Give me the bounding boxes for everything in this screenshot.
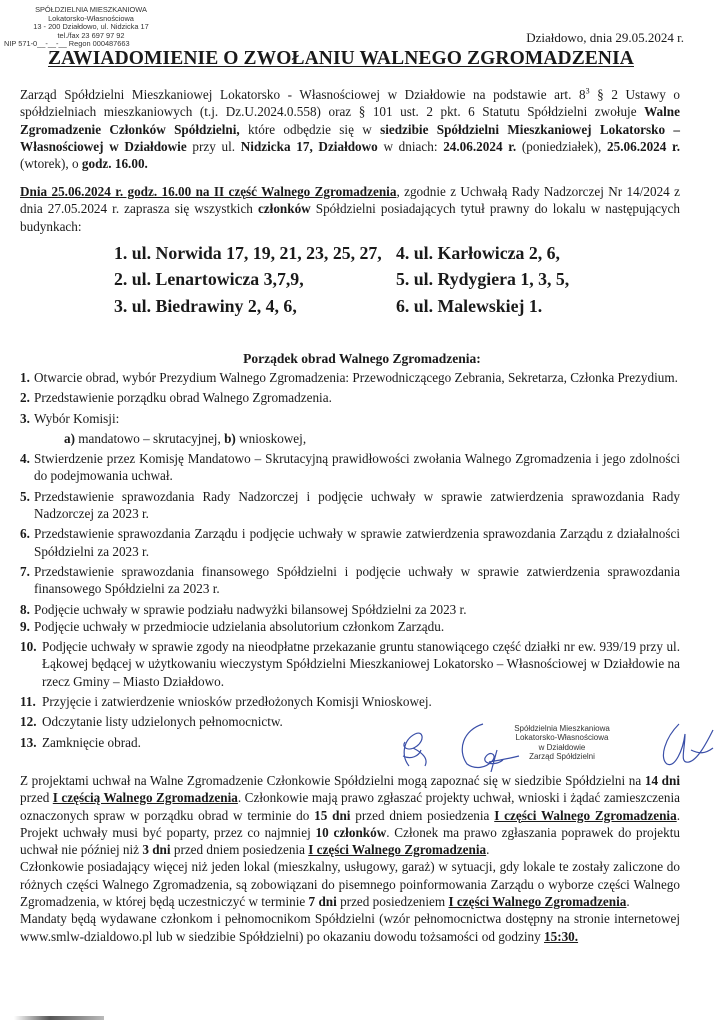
stamp-line: tel./fax 23 697 97 92 (57, 30, 125, 40)
item-text: Otwarcie obrad, wybór Prezydium Walnego Zgromadzenia: Przewodniczącego Zebrania, Sekretarza, Członka Prezydium. (34, 370, 678, 385)
item-text: Przedstawienie sprawozdania finansowego Spółdzielni i podjęcie uchwały w sprawie zatwierdzenia sprawozdania finansowego Spółdzielni za 2023 r. (34, 563, 680, 597)
subitem-label: b) (224, 430, 236, 446)
scan-artifact (14, 1016, 104, 1020)
text: przed posiedzeniem (336, 894, 449, 910)
item-text: Przedstawienie porządku obrad Walnego Zgromadzenia. (34, 390, 332, 406)
item-number: 7. (20, 563, 30, 579)
subitem-text: wnioskowej, (235, 430, 307, 446)
building-item: 4. ul. Karłowicza 2, 6, (396, 243, 560, 263)
subitem-label: a) (64, 430, 75, 446)
agenda-item (20, 525, 680, 560)
building-item: 1. ul. Norwida 17, 19, 21, 23, 25, 27, (114, 243, 382, 263)
item-number: 4. (20, 451, 30, 467)
text: Członkowie posiadający więcej niż jeden lokal (mieszkalny, usługowy, garaż) w sytuacji, gdy lokale te zostały zaliczone do różnych części Walnego Zgromadzenia, są zobowiązani do pisemnego poinformowania Zarządu o wyborze części Walnego Zgromadzenia, w której będą uczestniczyć w terminie (20, 859, 680, 910)
item-text: Przedstawienie sprawozdania Rady Nadzorczej i podjęcie uchwały w sprawie zatwierdzenia sprawozdania Rady Nadzorczej za 2023 r. (34, 488, 680, 522)
text: przed dniem posiedzenia (350, 807, 495, 823)
agenda-item (20, 618, 680, 635)
agenda-item (20, 410, 680, 427)
stamp-line: Zarząd Spółdzielni (529, 751, 595, 761)
item-number: 12. (20, 714, 37, 730)
item-number: 3. (20, 410, 30, 426)
text: Zarząd Spółdzielni Mieszkaniowej Lokatorsko - Własnościowej w Działdowie na podstawie art. 8 (20, 87, 586, 102)
text: przed (20, 790, 53, 806)
bold-text: 25.06.2024 r. (607, 138, 680, 154)
bold-text: 15 dni (314, 807, 351, 823)
agenda-item (20, 488, 680, 523)
agenda-item (20, 369, 680, 386)
stamp-line: Lokatorsko-Własnościowa (48, 13, 134, 23)
text: § 2 Ustawy o spółdzielniach mieszkaniowych (t.j. Dz.U.2024.0.558) oraz § 101 ust. 2 pkt. 6 Statutu Spółdzielni zwołuje (20, 87, 680, 120)
agenda-subitems (20, 430, 680, 447)
item-number: 11. (20, 694, 36, 710)
board-stamp (507, 724, 617, 761)
building-item: 6. ul. Malewskiej 1. (396, 295, 543, 316)
stamp-line: Spółdzielnia Mieszkaniowa (514, 724, 610, 733)
text: . Członkowie mają prawo zgłaszać projekty uchwał, wnioski i żądać zamieszczenia oznaczonych spraw w porządku obrad w terminie do (20, 790, 680, 823)
item-number: 13. (20, 734, 37, 750)
document-title: ZAWIADOMIENIE O ZWOŁANIU WALNEGO ZGROMADZENIA (48, 48, 634, 69)
item-number: 9. (20, 618, 30, 634)
bold-text: godz. 16.00. (81, 156, 148, 172)
underlined-bold-text: 15:30. (544, 928, 579, 944)
bold-text: siedzibie Spółdzielni Mieszkaniowej Lokatorsko – Własnościowej w Działdowie (20, 121, 680, 154)
item-number: 2. (20, 390, 30, 406)
item-text: Podjęcie uchwały w przedmiocie udzielania absolutorium członkom Zarządu. (34, 618, 445, 634)
bold-text: 7 dni (308, 894, 337, 910)
text: przed dniem posiedzenia (170, 842, 309, 858)
stamp-line: SPÓŁDZIELNIA MIESZKANIOWA (35, 5, 147, 14)
signature-1-icon (395, 726, 435, 770)
agenda-item (20, 638, 680, 690)
signature-3-icon (649, 720, 719, 772)
stamp-line: Lokatorsko-Własnościowa (515, 733, 609, 743)
signatures-area (395, 720, 724, 772)
text: . (626, 894, 630, 910)
building-item: 5. ul. Rydygiera 1, 3, 5, (396, 269, 570, 290)
item-number: 1. (20, 370, 30, 385)
building-item: 3. ul. Biedrawiny 2, 4, 6, (114, 295, 297, 316)
bold-text: członków (257, 201, 311, 217)
agenda-item (20, 563, 680, 598)
item-text: Podjęcie uchwały w sprawie podziału nadwyżki bilansowej Spółdzielni za 2023 r. (34, 601, 467, 617)
bold-text: 3 dni (142, 842, 171, 858)
bold-text: 14 dni (644, 773, 680, 788)
agenda-item (20, 389, 680, 406)
text: w dniach: (377, 138, 444, 154)
item-text: Zamknięcie obrad. (42, 734, 141, 750)
text: , zgodnie z Uchwałą Rady Nadzorczej Nr 14/2024 z dnia 27.05.2024 r. zaprasza się wszystkich (20, 184, 680, 217)
underlined-bold-text: I części Walnego Zgromadzenia (494, 807, 677, 823)
cooperative-stamp (4, 5, 166, 49)
text: (poniedziałek), (516, 138, 608, 154)
item-number: 6. (20, 526, 30, 542)
intro-paragraph (20, 86, 680, 172)
agenda-list (20, 369, 680, 754)
stamp-line: NIP 571-0__-__-__ Regon 000487663 (4, 39, 130, 49)
closing-paragraph (20, 772, 680, 945)
item-number: 5. (20, 488, 30, 504)
superscript: 3 (585, 86, 590, 96)
agenda-item (20, 450, 680, 485)
bold-text: 24.06.2024 r. (443, 138, 517, 154)
item-text: Wybór Komisji: (34, 410, 120, 426)
item-text: Stwierdzenie przez Komisję Mandatowo – Skrutacyjną prawidłowości zwołania Walnego Zgromadzenia i jego zdolności do podejmowania uchwał. (34, 451, 680, 484)
bold-text: Walne Zgromadzenie Członków Spółdzielni, (20, 104, 680, 137)
stamp-line: w Działdowie (538, 742, 586, 752)
stamp-line: 13 - 200 Działdowo, ul. Nidzicka 17 (33, 22, 149, 32)
text: Spółdzielni posiadających tytuł prawny do lokalu w następujących budynkach: (20, 201, 680, 234)
text: przy ul. (186, 138, 241, 154)
text: . Członek ma prawo zgłaszania poprawek do projektu uchwał nie później niż (20, 824, 681, 858)
agenda-item (20, 693, 680, 710)
subitem-text: mandatowo – skrutacyjnej, (75, 430, 225, 446)
text: Z projektami uchwał na Walne Zgromadzenie Członkowie Spółdzielni mogą zapoznać się w siedzibie Spółdzielni na (20, 773, 645, 788)
agenda-item (20, 601, 680, 618)
underlined-bold-text: I częścią Walnego Zgromadzenia (52, 790, 238, 806)
text: które odbędzie się w (239, 121, 381, 137)
building-item: 2. ul. Lenartowicza 3,7,9, (114, 269, 304, 290)
item-text: Podjęcie uchwały w sprawie zgody na nieodpłatne przekazanie gruntu stanowiącego część działki nr ew. 939/19 przy ul. Łąkowej będącej w użytkowaniu wieczystym Spółdzielni Mieszkaniowej Lokatorsko – Własnościowej w Działdowie na rzecz Gminy – Miasto Działdowo. (42, 639, 680, 689)
second-part-paragraph (20, 183, 680, 235)
underlined-bold-text: I części Walnego Zgromadzenia (308, 842, 487, 858)
bold-text: Nidzicka 17, Działdowo (240, 138, 378, 154)
item-number: 8. (20, 601, 30, 617)
text: . (486, 842, 490, 858)
underlined-bold-text: Dnia 25.06.2024 r. godz. 16.00 na II część Walnego Zgromadzenia (20, 184, 397, 199)
text: Mandaty będą wydawane członkom i pełnomocnikom Spółdzielni (wzór pełnomocnictwa dostępny na stronie internetowej www.smlw-dzialdowo.pl lub w siedzibie Spółdzielni) po okazaniu dowodu tożsamości od godziny (20, 911, 680, 944)
item-text: Przyjęcie i zatwierdzenie wniosków przedłożonych Komisji Wnioskowej. (42, 694, 432, 710)
bold-text: 10 członków (315, 824, 387, 840)
agenda-title: Porządek obrad Walnego Zgromadzenia: (243, 351, 481, 366)
document-date: Działdowo, dnia 29.05.2024 r. (526, 30, 684, 45)
text: (wtorek), o (20, 156, 82, 172)
item-number: 10. (20, 639, 37, 655)
underlined-bold-text: I części Walnego Zgromadzenia (448, 894, 627, 910)
text: . Projekt uchwały musi być poparty, przez co najmniej (20, 807, 680, 840)
item-text: Odczytanie listy udzielonych pełnomocnictw. (42, 714, 283, 730)
item-text: Przedstawienie sprawozdania Zarządu i podjęcie uchwały w sprawie zatwierdzenia sprawozdania Zarządu z działalności Spółdzielni za 2023 r. (34, 526, 680, 559)
